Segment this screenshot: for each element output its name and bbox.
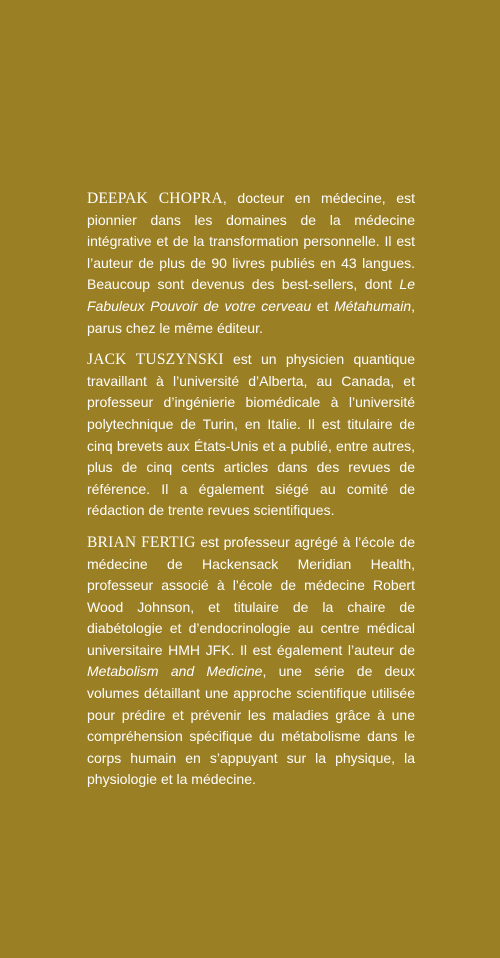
bio-brian-fertig: [87, 532, 415, 791]
author-name: DEEPAK CHOPRA: [87, 190, 223, 207]
book-title: Métahumain: [334, 297, 412, 314]
bio-text: , une série de deux volumes détaillant une approche scientifique utilisée pour prédire et prévenir les maladies grâce à une compréhension spécifique du métabolisme dans le corps humain en s’appuyant sur la physique, la physiologie et la médecine.: [87, 663, 415, 788]
author-bios: [87, 188, 415, 801]
bio-text: , docteur en médecine, est pionnier dans les domaines de la médecine intégrative et de la transformation personnelle. Il est l’auteur de plus de 90 livres publiés en 43 langues. Beaucoup sont devenus des best-sellers, dont: [87, 190, 415, 293]
book-title: Le Fabuleux Pouvoir de votre cerveau: [87, 276, 415, 314]
bio-text: est professeur agrégé à l’école de médecine de Hackensack Meridian Health, professeur associé à l’école de médecine Robert Wood Johnson, et titulaire de la chaire de diabétologie et d’endocrinologie au centre médical universitaire HMH JFK. Il est également l’auteur de: [87, 533, 415, 658]
book-title: Metabolism and Medicine: [87, 663, 263, 680]
author-name: JACK TUSZYNSKI: [87, 351, 224, 369]
bio-deepak-chopra: [87, 188, 415, 339]
bio-text: et: [311, 297, 335, 314]
author-name: BRIAN FERTIG: [87, 533, 196, 551]
bio-text: est un physicien quantique travaillant à l’université d’Alberta, au Canada, et professeur d’ingénierie biomédicale à l’université polytechnique de Turin, en Italie. Il est titulaire de cinq brevets aux États-Unis et a publié, entre autres, plus de cinq cents articles dans des revues de référence. Il a également siégé au comité de rédaction de trente revues scientifiques.: [87, 351, 415, 519]
bio-jack-tuszynski: [87, 349, 415, 522]
bio-text: , parus chez le même éditeur.: [87, 297, 415, 336]
